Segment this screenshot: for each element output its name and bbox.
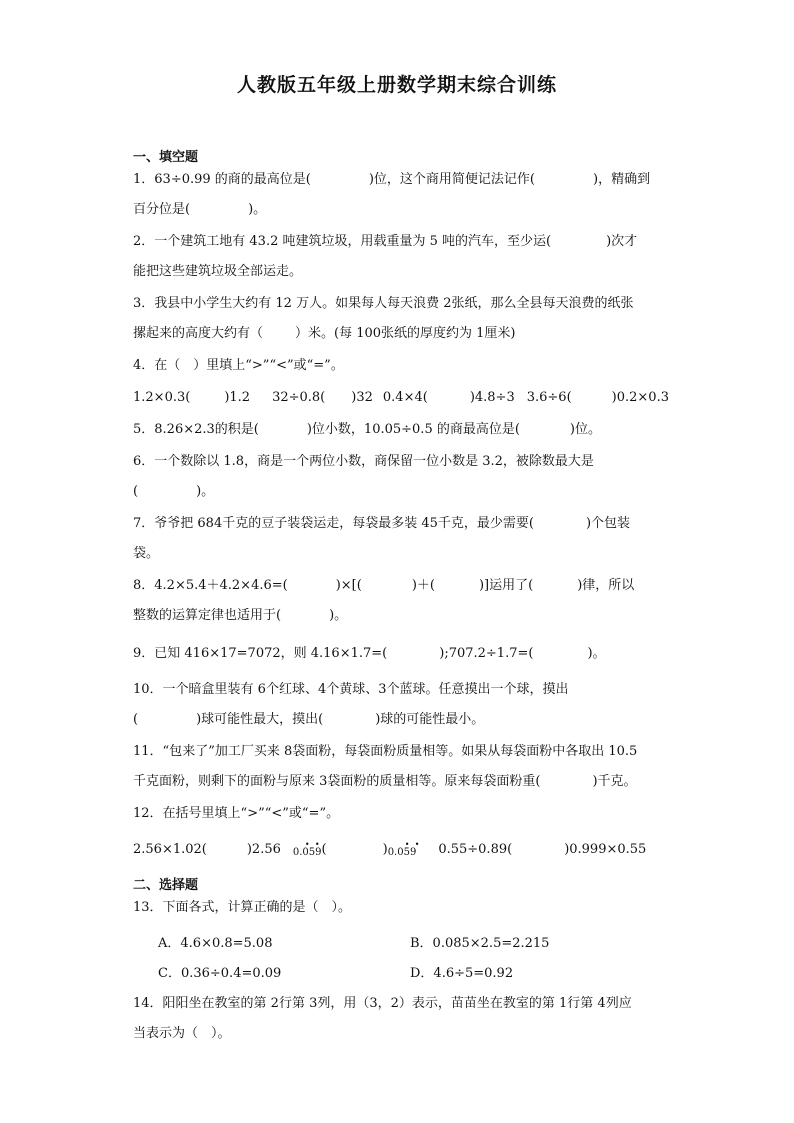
question-9 (133, 644, 663, 664)
text: 0.059 (292, 847, 322, 858)
text: )。 (329, 608, 348, 623)
option-d[interactable]: D．4.6÷5=0.92 (410, 966, 514, 981)
question-4-row (133, 388, 669, 408)
option-c[interactable]: C．0.36÷0.4=0.09 (158, 966, 282, 981)
text: )。 (196, 484, 215, 499)
text: )32 (351, 390, 373, 405)
question-2 (133, 232, 663, 252)
text: )位小数，10.05÷0.5 的商最高位是( (306, 422, 520, 437)
text: )律，所以 (577, 578, 635, 593)
text: )位，这个商用简便记法记作( (368, 172, 536, 187)
page-title: 人教版五年级上册数学期末综合训练 (236, 74, 557, 96)
question-1 (133, 170, 663, 190)
question-8 (133, 576, 663, 596)
text: 0.4×4( (382, 390, 428, 405)
question-3: 3．我县中小学生大约有 12 万人。如果每人每天浪费 2张纸，那么全县每天浪费的纸张 (133, 296, 634, 311)
text: 0.059 (387, 847, 417, 858)
text: 1．63÷0.99 的商的最高位是( (133, 172, 311, 187)
text: )0.999×0.55 (564, 842, 647, 857)
text: )。 (587, 646, 606, 661)
text: )次才 (606, 234, 638, 249)
text: ( (133, 712, 139, 727)
question-1-cont (133, 200, 663, 220)
text: 2．一个建筑工地有 43.2 吨建筑垃圾，用载重量为 5 吨的汽车，至少运( (133, 234, 552, 249)
section-heading-choice: 二、选择题 (133, 878, 199, 893)
text: ) (382, 842, 388, 857)
repeating-decimal-b: • • 0.059 (387, 840, 420, 858)
text: )]运用了( (478, 578, 534, 593)
text: 32÷0.8( (272, 390, 326, 405)
question-11-cont (133, 772, 663, 792)
option-a[interactable]: A．4.6×0.8=5.08 (158, 936, 273, 951)
text: 3.6÷6( (526, 390, 572, 405)
text: );707.2÷1.7=( (439, 646, 534, 661)
question-3-cont (133, 324, 663, 344)
text: )千克。 (592, 774, 637, 789)
text: 8．4.2×5.4＋4.2×4.6=( (133, 578, 288, 593)
text: ）米。(每 100张纸的厚度约为 1厘米) (295, 326, 516, 341)
text: ( (321, 842, 327, 857)
question-14-cont: 当表示为（ ）。 (133, 1026, 231, 1041)
text: )2.56 (246, 842, 281, 857)
question-14: 14．阳阳坐在教室的第 2行第 3列，用（3，2）表示，苗苗坐在教室的第 1行第 4列应 (133, 996, 632, 1011)
question-11: 11．“包来了”加工厂买来 8袋面粉，每袋面粉质量相等。如果从每袋面粉中各取出 10.5 (133, 744, 638, 759)
question-12-row (133, 840, 663, 863)
text: 千克面粉，则剩下的面粉与原来 3袋面粉的质量相等。原来每袋面粉重( (133, 774, 541, 789)
question-8-cont (133, 606, 663, 626)
question-10: 10．一个暗盒里装有 6个红球、4个黄球、3个蓝球。任意摸出一个球，摸出 (133, 682, 569, 697)
text: 整数的运算定律也适用于( (133, 608, 282, 623)
repeating-decimal-a: • • 0.059 (292, 840, 322, 858)
question-13: 13．下面各式，计算正确的是（ ）。 (133, 900, 352, 915)
text: )0.2×0.3 (611, 390, 669, 405)
text: )位。 (569, 422, 601, 437)
text: 百分位是( (133, 202, 191, 217)
text: 5．8.26×2.3的积是( (133, 422, 259, 437)
text: )＋( (411, 578, 435, 593)
text: )球的可能性最小。 (375, 712, 485, 727)
question-7-cont: 袋。 (133, 546, 160, 561)
question-4: 4．在（ ）里填上“>”“<”或“=”。 (133, 358, 344, 373)
text: )个包装 (585, 516, 631, 531)
question-6: 6．一个数除以 1.8，商是一个两位小数，商保留一位小数是 3.2，被除数最大是 (133, 454, 594, 469)
text: 0.55÷0.89( (438, 842, 513, 857)
text: 2.56×1.02( (133, 842, 207, 857)
section-heading-fill: 一、填空题 (133, 150, 199, 165)
question-5 (133, 420, 663, 440)
text: )1.2 (224, 390, 251, 405)
text: 9．已知 416×17=7072，则 4.16×1.7=( (133, 646, 388, 661)
text: )球可能性最大，摸出( (196, 712, 324, 727)
question-6-cont (133, 482, 663, 502)
text: )。 (248, 202, 267, 217)
question-7 (133, 514, 663, 534)
text: )，精确到 (593, 172, 651, 187)
text: 1.2×0.3( (133, 390, 191, 405)
text: 摞起来的高度大约有（ (133, 326, 264, 341)
question-12: 12．在括号里填上“>”“<”或“=”。 (133, 806, 340, 821)
text: ( (133, 484, 139, 499)
text: 7．爷爷把 684千克的豆子装袋运走，每袋最多装 45千克，最少需要( (133, 516, 534, 531)
text: )4.8÷3 (469, 390, 515, 405)
text: )×[( (335, 578, 362, 593)
question-10-cont (133, 710, 663, 730)
question-2-cont: 能把这些建筑垃圾全部运走。 (133, 264, 303, 279)
option-b[interactable]: B．0.085×2.5=2.215 (410, 936, 550, 951)
